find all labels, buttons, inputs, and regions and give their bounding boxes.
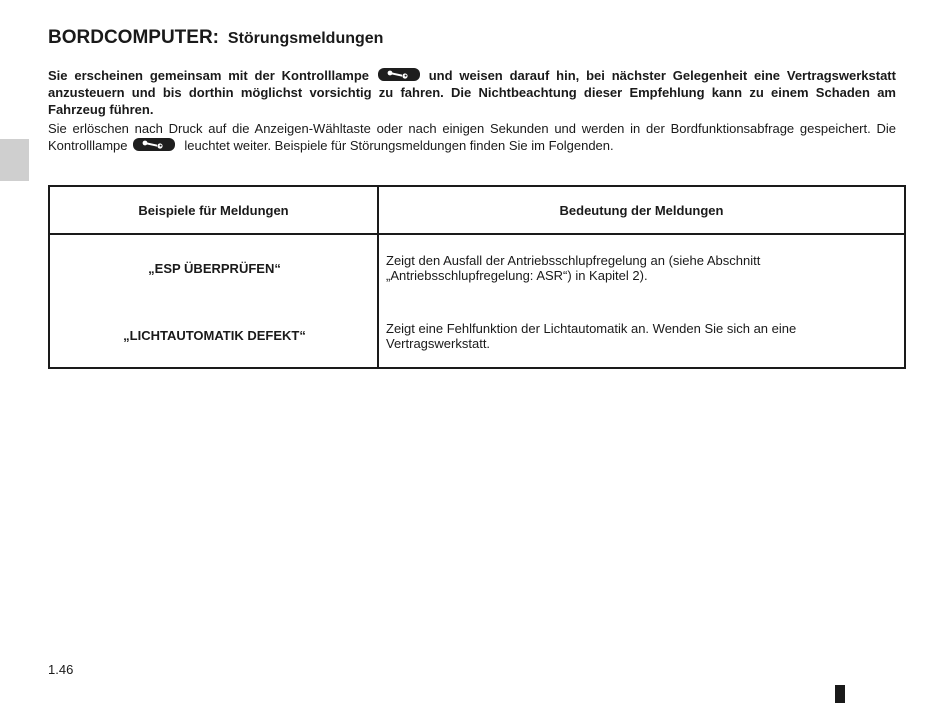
messages-table — [48, 185, 906, 369]
intro-warning-text-2: und weisen darauf hin, bei nächster Gelegenheit eine Vertragswerkstatt anzusteuern und bis dorthin möglichst vorsichtig zu fahren. Die Nichtbeachtung dieser Empfehlung kann zu einem Schaden am Fahrzeug führen. — [48, 68, 896, 117]
table-header-row — [49, 186, 905, 234]
page-number: 1.46 — [48, 662, 74, 677]
intro-info-paragraph — [48, 120, 896, 154]
intro-warning-text-1: Sie erscheinen gemeinsam mit der Kontrolllampe — [48, 68, 370, 83]
chapter-side-tab — [0, 139, 29, 181]
page-title — [48, 14, 383, 51]
intro-warning-paragraph — [48, 67, 896, 118]
page-title-main: BORDCOMPUTER: — [48, 27, 219, 48]
message-esp: „ESP ÜBERPRÜFEN“ — [148, 261, 281, 276]
meaning-cell — [378, 234, 905, 368]
corner-mark — [835, 685, 845, 703]
column-header-meaning: Bedeutung der Meldungen — [378, 186, 905, 234]
page-title-sub: Störungsmeldungen — [227, 30, 384, 47]
message-lichtautomatik: „LICHTAUTOMATIK DEFEKT“ — [123, 328, 306, 343]
wrench-warning-lamp-icon — [133, 138, 175, 151]
wrench-warning-lamp-icon — [378, 68, 420, 81]
intro-info-text-1: Sie erlöschen nach Druck auf die Anzeigen-Wähltaste oder nach einigen Sekunden und werden in der Bordfunktionsabfrage gespeichert. Die Kontrolllampe — [48, 121, 896, 153]
intro-info-text-2: leuchtet weiter. Beispiele für Störungsmeldungen finden Sie im Folgenden. — [184, 138, 614, 153]
examples-cell — [49, 234, 378, 368]
meaning-esp: Zeigt den Ausfall der Antriebsschlupfregelung an (siehe Abschnitt „Antriebsschlupfregelung: ASR“) in Kapitel 2). — [386, 253, 761, 283]
meaning-lichtautomatik: Zeigt eine Fehlfunktion der Lichtautomatik an. Wenden Sie sich an eine Vertragswerkstatt. — [386, 321, 797, 351]
table-body-row — [49, 234, 905, 368]
column-header-examples: Beispiele für Meldungen — [49, 186, 378, 234]
